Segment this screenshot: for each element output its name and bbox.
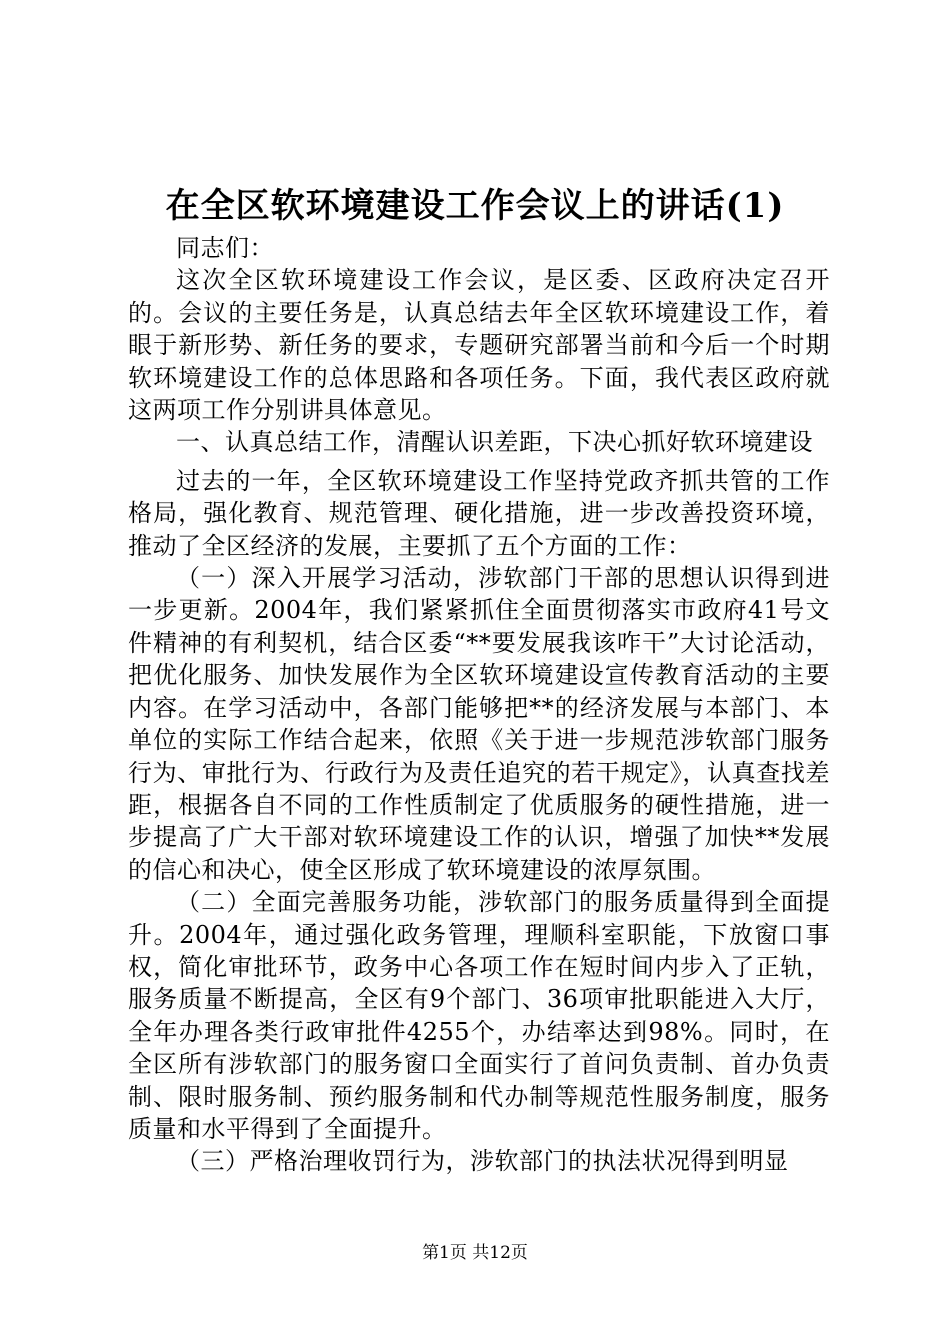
summary-paragraph: 过去的一年，全区软环境建设工作坚持党政齐抓共管的工作格局，强化教育、规范管理、硬化措施，进一步改善投资环境，推动了全区经济的发展，主要抓了五个方面的工作：: [128, 466, 830, 560]
page-footer: 第1页 共12页: [422, 1243, 528, 1263]
item-two-paragraph: （二）全面完善服务功能，涉软部门的服务质量得到全面提升。2004年，通过强化政务管理，理顺科室职能，下放窗口事权，简化审批环节，政务中心各项工作在短时间内步入了正轨，服务质量不断提高，全区有9个部门、36项审批职能进入大厅，全年办理各类行政审批件4255个，办结率达到98%。同时，在全区所有涉软部门的服务窗口全面实行了首问负责制、首办负责制、限时服务制、预约服务制和代办制等规范性服务制度，服务质量和水平得到了全面提升。: [128, 888, 830, 1143]
item-one-paragraph: （一）深入开展学习活动，涉软部门干部的思想认识得到进一步更新。2004年，我们紧紧抓住全面贯彻落实市政府41号文件精神的有利契机，结合区委“**要发展我该咋干”大讨论活动，把优化服务、加快发展作为全区软环境建设宣传教育活动的主要内容。在学习活动中，各部门能够把**的经济发展与本部门、本单位的实际工作结合起来，依照《关于进一步规范涉软部门服务行为、审批行为、行政行为及责任追究的若干规定》，认真查找差距，根据各自不同的工作性质制定了优质服务的硬性措施，进一步提高了广大干部对软环境建设工作的认识，增强了加快**发展的信心和决心，使全区形成了软环境建设的浓厚氛围。: [128, 564, 830, 884]
document-body: [128, 232, 830, 1178]
intro-paragraph: 这次全区软环境建设工作会议，是区委、区政府决定召开的。会议的主要任务是，认真总结去年全区软环境建设工作，着眼于新形势、新任务的要求，专题研究部署当前和今后一个时期软环境建设工作的总体思路和各项任务。下面，我代表区政府就这两项工作分别讲具体意见。: [128, 266, 830, 425]
section-heading: 一、认真总结工作，清醒认识差距，下决心抓好软环境建设: [176, 428, 813, 457]
item-three-paragraph: （三）严格治理收罚行为，涉软部门的执法状况得到明显: [176, 1147, 789, 1176]
salutation-paragraph: 同志们：: [176, 234, 274, 262]
document-title: 在全区软环境建设工作会议上的讲话(1): [165, 186, 785, 226]
